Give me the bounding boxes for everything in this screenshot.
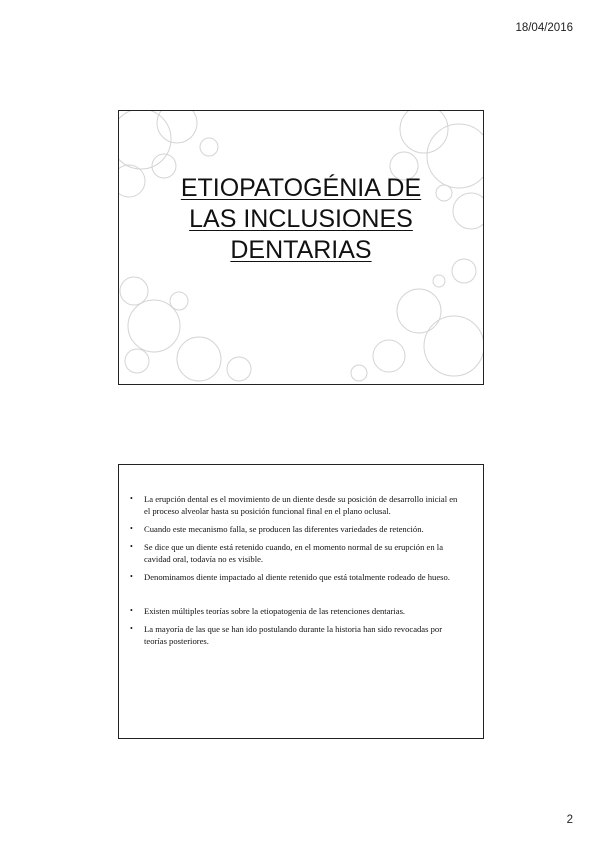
slide-title-line: ETIOPATOGÉNIA DE xyxy=(180,174,422,202)
bullet-item: • Se dice que un diente está retenido cuando, en el momento normal de su erupción en la cavidad oral, todavía no es visible. xyxy=(127,541,463,565)
bullet-list xyxy=(127,493,463,653)
bullet-item: • La erupción dental es el movimiento de un diente desde su posición de desarrollo inicial en el proceso alveolar hasta su posición funcional final en el plano oclusal. xyxy=(127,493,463,517)
slide-title-line: LAS INCLUSIONES xyxy=(189,205,413,233)
bullet-item: • La mayoría de las que se han ido postulando durante la historia han sido revocadas por teorías posteriores. xyxy=(127,623,463,647)
slide-title-line: DENTARIAS xyxy=(230,236,372,264)
title-slide xyxy=(118,110,484,385)
bullet-item: • Cuando este mecanismo falla, se producen las diferentes variedades de retención. xyxy=(127,523,463,535)
header-date: 18/04/2016 xyxy=(515,22,573,34)
page-number: 2 xyxy=(566,814,573,826)
bullet-item: • Existen múltiples teorías sobre la etiopatogenia de las retenciones dentarias. xyxy=(127,605,463,617)
content-slide xyxy=(118,464,484,739)
bullet-item: • Denominamos diente impactado al diente retenido que está totalmente rodeado de hueso. xyxy=(127,571,463,583)
slide-title xyxy=(119,173,483,266)
